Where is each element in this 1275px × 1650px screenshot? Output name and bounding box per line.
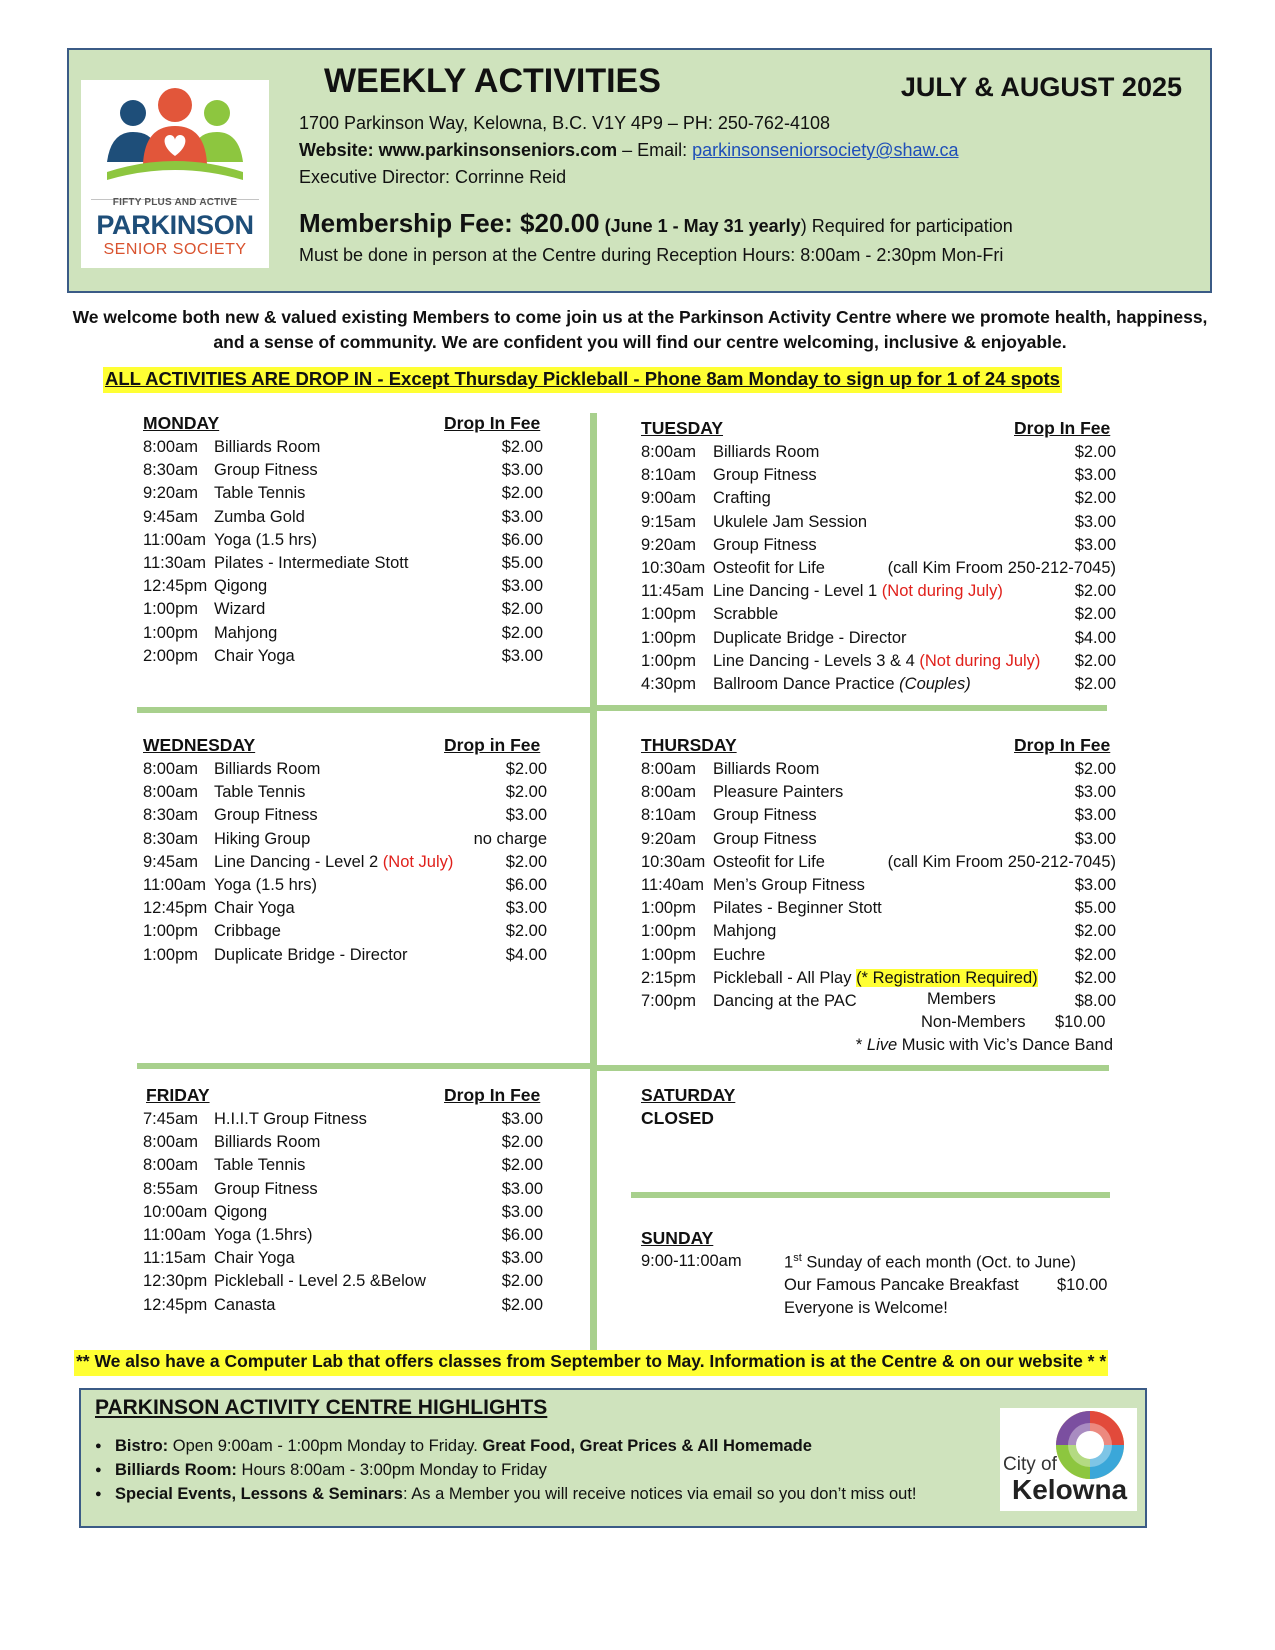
live-italic: Live [866,1036,898,1054]
schedule-row [143,758,553,781]
activity-time: 9:20am [641,535,697,554]
activity-name: Hiking Group [214,829,311,848]
activity-time: 10:30am [641,558,706,577]
schedule-row [641,627,1116,650]
schedule-row [641,557,1116,580]
schedule-row [641,897,1116,920]
date-range: JULY & AUGUST 2025 [900,72,1182,102]
activity-time: 7:45am [143,1110,199,1128]
schedule-row [143,874,553,897]
schedule-row [143,1131,553,1154]
activity-time: 4:30pm [641,674,697,693]
city-of-label: City of [1003,1454,1057,1475]
sunday-line3: Everyone is Welcome! [784,1299,948,1317]
schedule-row [143,1294,553,1317]
activity-name: Ukulele Jam Session [713,512,868,531]
activity-fee: $2.00 [505,760,547,778]
activity-time: 11:15am [143,1249,206,1268]
activity-fee: $2.00 [501,1133,543,1152]
page-title: WEEKLY ACTIVITIES [324,62,661,100]
day-title-tuesday: TUESDAY [641,418,724,438]
activity-time: 12:45pm [143,899,208,918]
live-prefix: * [855,1036,867,1054]
activity-fee: $4.00 [505,945,547,964]
activity-fee: $3.00 [1074,806,1116,825]
activity-time: 8:00am [641,443,697,461]
sunday-ordinal: st [793,1252,802,1264]
highlight-text: Hours 8:00am - 3:00pm Monday to Friday [236,1461,547,1479]
activity-time: 9:00am [641,489,697,508]
bullet-icon: ● [95,1464,102,1476]
activity-fee: $4.00 [1074,628,1116,647]
logo-tagline: FIFTY PLUS AND ACTIVE [112,197,238,208]
activity-name: Pilates - Beginner Stott [713,899,882,918]
schedule-row [143,552,553,575]
activity-name: Yoga (1.5 hrs) [214,530,318,549]
activity-name: Table Tennis [214,783,306,802]
activity-name: Euchre [713,945,766,964]
activity-name: Yoga (1.5hrs) [214,1225,313,1244]
activity-name: Line Dancing - Level 2 (Not July) [214,852,454,871]
non-members-fee: $10.00 [1055,1013,1106,1031]
activity-time: 11:40am [641,875,704,894]
schedule-row [143,781,553,804]
schedule-row [143,1270,553,1293]
activity-name: Crafting [713,489,771,508]
activity-time: 11:00am [143,530,206,549]
highlight-label: Bistro: [115,1437,169,1455]
schedule-row [641,781,1116,804]
activity-time: 2:15pm [641,968,697,987]
schedule-row [143,828,553,851]
saturday-status: CLOSED [641,1108,714,1128]
activity-name: Pleasure Painters [713,783,844,802]
activity-name: Line Dancing - Level 1 (Not during July) [713,582,1003,601]
highlight-item [95,1482,917,1506]
welcome-text: We welcome both new & valued existing Members to come join us at the Parkinson Activity Centre where we promote health, happiness, and a sense of community. We are confident you will find our centre welcoming, inclusive & enjoyable. [72,307,1208,352]
activity-fee: $6.00 [501,530,543,549]
schedule-row [143,1247,553,1270]
activity-time: 1:00pm [641,605,697,624]
schedule-row [641,828,1116,851]
activity-fee: (call Kim Froom 250-212-7045) [887,558,1116,577]
activity-time: 11:00am [143,875,206,894]
activity-name: Table Tennis [214,1156,306,1175]
schedule-row [143,1178,553,1201]
fee-header: Drop In Fee [1014,418,1111,438]
membership-fee-suffix: ) Required for participation [800,216,1013,236]
schedule-row [641,511,1116,534]
activity-name: Zumba Gold [214,507,305,526]
schedule-row [143,598,553,621]
activity-fee: $3.00 [1074,829,1116,848]
activity-name: Mahjong [214,623,278,642]
activity-fee: $3.00 [1074,783,1116,802]
activity-fee: $5.00 [1074,899,1116,918]
membership-fee [299,208,1013,239]
grid-divider [631,1192,1110,1198]
fee-header: Drop In Fee [444,1085,541,1105]
schedule-row [641,874,1116,897]
activity-name: Qigong [214,577,268,596]
activity-time: 12:45pm [143,577,208,596]
activity-time: 1:00pm [641,628,697,647]
activity-name: Group Fitness [214,461,318,480]
schedule-row [143,944,553,967]
registration-note: (* Registration Required) [856,968,1038,987]
highlight-label: Special Events, Lessons & Seminars [115,1485,403,1503]
activity-time: 11:00am [143,1225,206,1244]
activity-time: 8:30am [143,461,199,480]
activity-fee: $2.00 [501,438,543,456]
activity-note: (Not July) [382,852,454,871]
fee-header: Drop in Fee [444,735,541,755]
highlight-label: Billiards Room: [115,1461,237,1479]
highlight-item [95,1458,917,1482]
membership-fee-period: (June 1 - May 31 yearly [604,216,801,236]
activity-fee: no charge [473,829,547,848]
activity-fee: $6.00 [505,875,547,894]
schedule-row [641,487,1116,510]
day-title-wednesday: WEDNESDAY [143,735,256,755]
schedule-row [641,464,1116,487]
activity-fee: $8.00 [1074,991,1116,1010]
schedule-row [641,990,1116,1013]
activity-time: 9:45am [143,507,199,526]
activity-fee: $6.00 [501,1225,543,1244]
activity-name: Cribbage [214,922,281,941]
highlights-box [79,1388,1147,1528]
activity-fee: $2.00 [505,922,547,941]
schedule-row [143,482,553,505]
activity-name: Dancing at the PAC [713,991,857,1010]
drop-in-banner: ALL ACTIVITIES ARE DROP IN - Except Thursday Pickleball - Phone 8am Monday to sign up for 1 of 24 spots [103,367,1062,393]
grid-divider [137,1063,590,1069]
executive-director: Executive Director: Corrinne Reid [299,167,567,187]
schedule-row [641,650,1116,673]
activity-name: Duplicate Bridge - Director [713,628,907,647]
schedule-row [641,673,1116,696]
activity-fee: $3.00 [505,806,547,825]
schedule-row [143,851,553,874]
highlight-text-bold: Great Food, Great Prices & All Homemade [482,1437,812,1455]
sunday-day-number: 1 [784,1253,794,1272]
activity-name: Men’s Group Fitness [713,875,865,894]
activity-name: Group Fitness [713,806,817,825]
grid-divider [597,1065,1109,1071]
schedule-row [143,804,553,827]
activity-fee: $3.00 [501,461,543,480]
activity-time: 8:00am [641,783,697,802]
activity-fee: $3.00 [1074,875,1116,894]
activity-time: 8:00am [641,760,697,778]
activity-name: Pickleball - Level 2.5 &Below [214,1272,426,1291]
activity-name: Duplicate Bridge - Director [214,945,408,964]
activity-fee: $2.00 [501,1156,543,1175]
activity-time: 10:30am [641,852,706,871]
day-title-thursday: THURSDAY [641,735,737,755]
activity-name: Group Fitness [214,806,318,825]
city-of-kelowna-logo [1000,1408,1137,1511]
activity-fee: $2.00 [505,852,547,871]
activity-fee: $3.00 [501,646,543,665]
activity-name: Billiards Room [713,760,820,778]
activity-time: 2:00pm [143,646,199,665]
activity-fee: $3.00 [501,1179,543,1198]
activity-name: Group Fitness [713,829,817,848]
activity-time: 8:30am [143,806,199,825]
activity-time: 8:10am [641,466,697,485]
activity-time: 8:00am [143,783,199,802]
schedule-row [641,804,1116,827]
activity-time: 9:20am [143,484,199,503]
activity-fee: $3.00 [1074,512,1116,531]
people-heart-icon [81,80,269,200]
schedule-row [143,506,553,529]
activity-fee: $2.00 [505,783,547,802]
highlights-title: PARKINSON ACTIVITY CENTRE HIGHLIGHTS [95,1396,548,1419]
activity-fee: $3.00 [1074,466,1116,485]
activity-time: 1:00pm [143,623,199,642]
highlight-item [95,1434,917,1458]
kelowna-label: Kelowna [1012,1474,1128,1505]
grid-divider [137,707,590,713]
schedule-row [641,920,1116,943]
activity-time: 9:15am [641,512,697,531]
activity-time: 8:00am [143,1156,199,1175]
activity-name: Group Fitness [713,466,817,485]
schedule-row [143,897,553,920]
activity-time: 8:55am [143,1179,199,1198]
activity-time: 12:45pm [143,1295,208,1314]
email-label: – Email: [617,140,693,160]
live-suffix: Music with Vic’s Dance Band [897,1036,1113,1054]
activity-name: H.I.I.T Group Fitness [214,1110,367,1128]
activity-name: Canasta [214,1295,276,1314]
activity-time: 9:45am [143,852,199,871]
header-box [67,48,1212,293]
grid-divider [597,705,1107,711]
sunday-frequency: Sunday of each month (Oct. to June) [801,1253,1076,1272]
sunday-line2: Our Famous Pancake Breakfast [784,1276,1019,1294]
thursday-section [641,735,1116,1065]
computer-lab-banner: ** We also have a Computer Lab that offers classes from September to May. Information is at the Centre & on our website * * [74,1350,1108,1376]
non-members-label: Non-Members [921,1013,1026,1031]
bullet-icon: ● [95,1488,102,1500]
highlight-text: Open 9:00am - 1:00pm Monday to Friday. [168,1437,483,1455]
activity-time: 8:00am [143,760,199,778]
activity-name: Chair Yoga [214,899,295,918]
parkinson-logo [81,80,269,268]
activity-time: 1:00pm [641,922,697,941]
activity-time: 8:00am [143,1133,199,1152]
activity-fee: $2.00 [1074,605,1116,624]
activity-time: 9:20am [641,829,697,848]
activity-fee: $2.00 [1074,760,1116,778]
schedule-row [143,1224,553,1247]
activity-fee: $3.00 [505,899,547,918]
activity-name: Pilates - Intermediate Stott [214,553,409,572]
activity-fee: $2.00 [1074,674,1116,693]
activity-name: Osteofit for Life [713,852,825,871]
activity-note: (Not during July) [919,651,1041,670]
activity-time: 7:00pm [641,991,697,1010]
membership-fee-amount: Membership Fee: $20.00 [299,208,600,238]
activity-fee: $2.00 [1074,651,1116,670]
schedule-row [641,758,1116,781]
activity-fee: $3.00 [501,1202,543,1221]
logo-subtitle: SENIOR SOCIETY [103,241,247,258]
schedule-row [143,575,553,598]
activity-time: 10:00am [143,1202,208,1221]
activity-name: Billiards Room [713,443,820,461]
activity-time: 1:00pm [641,945,697,964]
schedule-row [143,645,553,668]
schedule-row [641,851,1116,874]
activity-fee: $2.00 [501,623,543,642]
day-title-sunday: SUNDAY [641,1228,714,1248]
day-title-monday: MONDAY [143,413,220,433]
activity-name: Qigong [214,1202,268,1221]
activity-name: Yoga (1.5 hrs) [214,875,318,894]
activity-fee: $3.00 [1074,535,1116,554]
schedule-row [641,441,1116,464]
activity-time: 1:00pm [641,899,697,918]
sunday-fee: $10.00 [1057,1276,1108,1294]
activity-name: Scrabble [713,605,779,624]
activity-name: Chair Yoga [214,646,295,665]
bullet-icon: ● [95,1440,102,1452]
logo-name: PARKINSON [96,210,254,240]
activity-fee: $2.00 [1074,968,1116,987]
day-title-saturday: SATURDAY [641,1085,736,1105]
activity-fee: $2.00 [1074,489,1116,508]
activity-name: Group Fitness [214,1179,318,1198]
email-link[interactable]: parkinsonseniorsociety@shaw.ca [692,140,959,160]
sunday-line1 [784,1252,1076,1273]
website: Website: www.parkinsonseniors.com [299,140,618,160]
activity-fee: $2.00 [1074,443,1116,461]
schedule-row [143,459,553,482]
activity-fee: $5.00 [501,553,543,572]
schedule-row [143,529,553,552]
highlights-list [95,1434,917,1506]
activity-name: Billiards Room [214,1133,321,1152]
schedule-row [641,603,1116,626]
activity-name: Billiards Room [214,438,321,456]
activity-name: Billiards Room [214,760,321,778]
activity-name: Ballroom Dance Practice (Couples) [713,674,971,693]
activity-time: 8:10am [641,806,697,825]
schedule-row [143,1201,553,1224]
activity-time: 8:30am [143,829,199,848]
highlight-text: : As a Member you will receive notices via email so you don’t miss out! [402,1485,917,1503]
schedule-row [641,534,1116,557]
activity-fee: $2.00 [501,1295,543,1314]
schedule-row [641,580,1116,603]
activity-name: Group Fitness [713,535,817,554]
members-label: Members [927,990,996,1008]
activity-name: Chair Yoga [214,1249,295,1268]
schedule-row [641,944,1116,967]
activity-time: 12:30pm [143,1272,208,1291]
activity-fee: $3.00 [501,507,543,526]
address: 1700 Parkinson Way, Kelowna, B.C. V1Y 4P9 – PH: 250-762-4108 [299,113,830,133]
schedule-row [143,622,553,645]
fee-header: Drop In Fee [1014,735,1111,755]
activity-fee: $2.00 [501,484,543,503]
activity-name: Line Dancing - Levels 3 & 4 (Not during July) [713,651,1041,670]
live-music-note [856,1036,1113,1055]
activity-fee: (call Kim Froom 250-212-7045) [887,852,1116,871]
activity-time: 1:00pm [641,651,697,670]
activity-note: (Not during July) [881,582,1003,601]
activity-fee: $3.00 [501,1110,543,1128]
website-line [299,140,959,161]
schedule-row [143,920,553,943]
schedule-row [143,1154,553,1177]
activity-fee: $2.00 [501,1272,543,1291]
activity-time: 8:00am [143,438,199,456]
activity-fee: $2.00 [1074,582,1116,601]
schedule-row [143,436,553,459]
activity-name: Mahjong [713,922,777,941]
sunday-section [641,1228,1116,1328]
activity-name: Table Tennis [214,484,306,503]
activity-name: Pickleball - All Play (* Registration Required) [713,968,1038,987]
sunday-time: 9:00-11:00am [641,1252,742,1270]
activity-fee: $2.00 [501,600,543,619]
reception-hours: Must be done in person at the Centre during Reception Hours: 8:00am - 2:30pm Mon-Fri [299,245,1004,265]
activity-fee: $2.00 [1074,922,1116,941]
activity-time: 1:00pm [143,945,199,964]
activity-time: 11:30am [143,553,206,572]
activity-time: 1:00pm [143,600,199,619]
activity-fee: $3.00 [501,577,543,596]
grid-divider-vertical [590,413,597,1350]
activity-time: 11:45am [641,582,704,601]
fee-header: Drop In Fee [444,413,541,433]
activity-name: Osteofit for Life [713,558,825,577]
activity-time: 1:00pm [143,922,199,941]
activity-fee: $2.00 [1074,945,1116,964]
day-title-friday: FRIDAY [146,1085,210,1105]
activity-name: Wizard [214,600,266,619]
activity-note: (Couples) [899,674,971,693]
schedule-row [641,967,1116,990]
schedule-row [143,1108,553,1131]
activity-fee: $3.00 [501,1249,543,1268]
